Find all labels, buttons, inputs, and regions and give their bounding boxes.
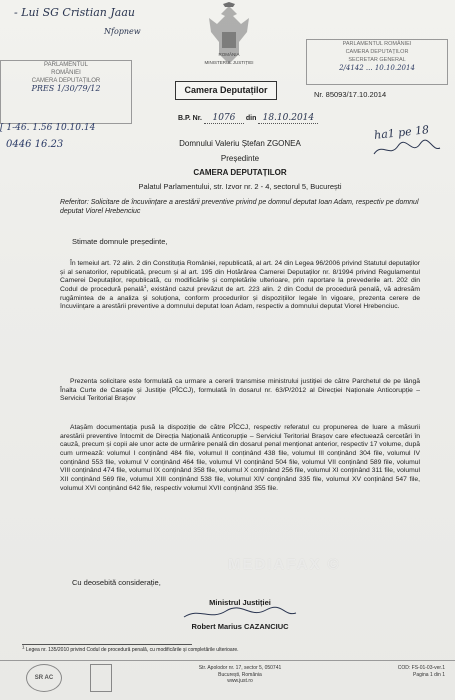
footnote [22,644,442,653]
handwritten-date-left-2: 0446 16.23 [6,139,64,150]
bp-date: 18.10.2014 [258,113,318,124]
footnote-rule [22,644,192,645]
ministry-label: Camera Deputaților [184,85,268,95]
certification-logo: SR AC [26,664,62,692]
paragraph-2-text: Prezenta solicitare este formulată ca urmare a cererii transmise ministrului justiției de către Parchetul de pe lângă Înalta Curte de Casație și Justiție (PÎCCJ), formulată în dosarul nr. 63/P/2012 al Direcției Naționale Anticorupție – Serviciul Teritorial Brașov [60,378,420,403]
reference-block [60,198,420,216]
footer-rule [0,660,455,661]
registration-stamp-right [306,39,448,85]
body-paragraph-2 [60,378,420,404]
footnote-mark: 1 [22,644,25,650]
reference-label: Referitor: [60,199,89,206]
certification-badge-icon [90,664,112,692]
handwritten-signature-right: ha1 pe 18 [373,123,430,142]
addressee-role: Președinte [220,154,260,163]
handwritten-date-left-1: [ 1-46. 1.56 10.10.14 [0,123,96,133]
signatory-title: Ministrul Justiției [209,598,271,607]
bp-number: 1076 [204,113,244,124]
footnote-reference: 1 [143,283,147,289]
stamp-left-line-4: PRES 1/30/79/12 [31,84,101,93]
stamp-left-line-3: CAMERA DEPUTAȚILOR [31,78,101,84]
stamp-right-line-4: 2/4142 ... 10.10.2014 [339,64,415,72]
footer-address-line-2: București, România [218,671,262,678]
paragraph-1-continuation: , existând cazul prevăzut de art. 223 alin. 2 din Codul de procedură penală, vă adresăm rugămintea de a analiza și soluționa, conform procedurilor și dispozițiilor legale în vigoare, prezenta cerere de încuviințare a arestării preventive a domnului deputat Ioan Adam, respectiv a domnului deputat Viorel Hrebenciuc. [60,285,420,311]
paragraph-3-text: Atașăm documentația pusă la dispoziție de către PÎCCJ, respectiv referatul cu propunerea de luare a măsurii arestării preventive întocmit de Direcția Națională Anticorupție – Serviciul Teritorial Brașov care efectuează cercetări în cauză, precum și copii ale unor acte de urmărire penală din dosarul penal menționat anterior, respectiv 17 volume, după cum urmează: volumul I conținând 484 file, volumul II conținând 438 file, volumul III conținând 304 file, volumul IV conținând 553 file, volumul V conținând 464 file, volumul VI conținând 504 file, volumul VII conținând 589 file, volumul VIII conținând 474 file, volumul IX conținând 358 file, volumul X conținând 256 file, volumul XI conținând 311 file, volumul XII conținând 569 file, volumul XIII conținând 538 file, volumul XIV conținând 335 file, volumul XV conținând 547 file, volumul XVI conținând 642 file, respectiv volumul XVII conținând 355 file. [60,424,420,492]
stamp-right-line-3: SECRETAR GENERAL [348,57,406,63]
addressee-address: Palatul Parlamentului, str. Izvor nr. 2 - 4, sectorul 5, București [138,182,342,191]
closing-formula: Cu deosebită considerație, [72,578,161,587]
stamp-right-line-2: CAMERA DEPUTAȚILOR [345,49,409,55]
mediafax-watermark: MEDIAFAX © [228,556,341,573]
reference-text: Solicitare de încuviințare a arestării preventive privind pe domnul deputat Ioan Adam, respectiv pe domnul deputat Viorel Hrebenciuc [60,199,419,215]
handwritten-routing-note: - Lui SG Cristian Jaau [14,6,135,19]
coat-of-arms-crest [189,2,269,76]
bp-label: B.P. Nr. [178,115,202,122]
ministry-label-box [175,81,277,100]
footer-address-line-1: Str. Apolodor nr. 17, sector 5, 050741 [198,665,282,671]
footer-document-code [345,665,445,678]
crest-country: ROMÂNIA [218,52,240,57]
registration-stamp-left [0,60,132,124]
stamp-left-line-2: ROMÂNIEI [51,70,81,76]
body-paragraph-3 [60,424,420,493]
addressee-name: Domnului Valeriu Ștefan ZGONEA [179,139,301,148]
paragraph-1-text: În temeiul art. 72 alin. 2 din Constituția României, republicată, al art. 24 din Legea 96/2006 privind Statutul deputaților și al senatorilor, republicată, precum și al art. 195 din Hotărârea Camerei Deputaților nr. 8/1994 privind Regulamentul Camerei Deputaților, republicată, cu modificările și completările ulterioare, prin raportare la prevederile art. 202 din Codul de procedură penală [60,260,420,293]
crest-ministry: MINISTERUL JUSTIȚIEI [204,60,254,65]
bp-date-label: din [245,115,257,122]
minister-signature-icon [180,605,300,623]
footer-address [170,665,310,685]
stamp-right-line-1: PARLAMENTUL ROMÂNIEI [342,41,412,47]
footer-code: COD: FS-01-03-ver.1 [397,665,445,671]
body-paragraph-1 [60,260,420,312]
salutation: Stimate domnule președinte, [72,237,168,246]
bp-registration-line [178,113,318,124]
stamp-left-line-1: PARLAMENTUL [44,62,88,68]
footnote-text: Legea nr. 135/2010 privind Codul de procedură penală, cu modificările și completările ulterioare. [25,647,239,653]
registration-number: Nr. 85093/17.10.2014 [314,90,387,99]
signatory-name: Robert Marius CAZANCIUC [191,622,289,631]
handwritten-initials: Nfopnew [104,27,141,36]
footer-website: www.just.ro [227,678,253,684]
addressee-institution: CAMERA DEPUTAȚILOR [193,168,287,177]
footer-page-number: Pagina 1 din 1 [413,671,445,678]
